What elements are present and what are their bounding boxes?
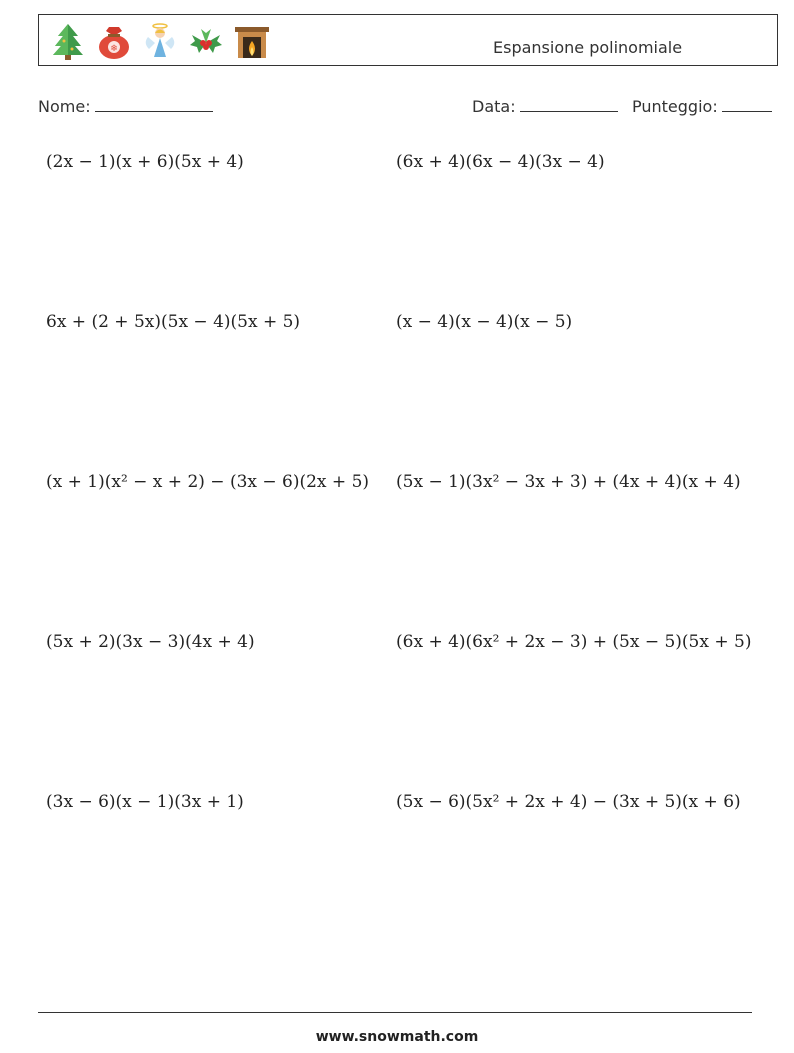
problem-3: 6x + (2 + 5x)(5x − 4)(5x + 5) bbox=[46, 312, 301, 332]
gift-sack-icon bbox=[95, 21, 133, 61]
header-icons bbox=[49, 21, 271, 61]
worksheet-header bbox=[38, 14, 778, 66]
score-blank bbox=[722, 95, 772, 112]
problem-7: (5x + 2)(3x − 3)(4x + 4) bbox=[46, 632, 255, 652]
score-label: Punteggio: bbox=[632, 97, 718, 116]
fireplace-icon bbox=[233, 21, 271, 61]
problem-10: (5x − 6)(5x² + 2x + 4) − (3x + 5)(x + 6) bbox=[396, 792, 741, 812]
angel-icon bbox=[141, 21, 179, 61]
date-label: Data: bbox=[472, 97, 516, 116]
name-label: Nome: bbox=[38, 97, 91, 116]
worksheet-title: Espansione polinomiale bbox=[493, 38, 683, 57]
christmas-tree-icon bbox=[49, 21, 87, 61]
name-blank bbox=[95, 95, 213, 112]
holly-icon bbox=[187, 21, 225, 61]
problem-4: (x − 4)(x − 4)(x − 5) bbox=[396, 312, 573, 332]
footer-divider bbox=[38, 1012, 752, 1013]
problem-8: (6x + 4)(6x² + 2x − 3) + (5x − 5)(5x + 5) bbox=[396, 632, 752, 652]
date-blank bbox=[520, 95, 618, 112]
footer-url: www.snowmath.com bbox=[315, 1029, 479, 1045]
problem-6: (5x − 1)(3x² − 3x + 3) + (4x + 4)(x + 4) bbox=[396, 472, 741, 492]
score-field bbox=[632, 95, 772, 116]
date-field bbox=[472, 95, 618, 116]
problem-1: (2x − 1)(x + 6)(5x + 4) bbox=[46, 152, 244, 172]
problem-2: (6x + 4)(6x − 4)(3x − 4) bbox=[396, 152, 605, 172]
problem-9: (3x − 6)(x − 1)(3x + 1) bbox=[46, 792, 244, 812]
svg-text:❄: ❄ bbox=[110, 44, 118, 54]
name-field bbox=[38, 95, 213, 116]
problem-5: (x + 1)(x² − x + 2) − (3x − 6)(2x + 5) bbox=[46, 472, 370, 492]
